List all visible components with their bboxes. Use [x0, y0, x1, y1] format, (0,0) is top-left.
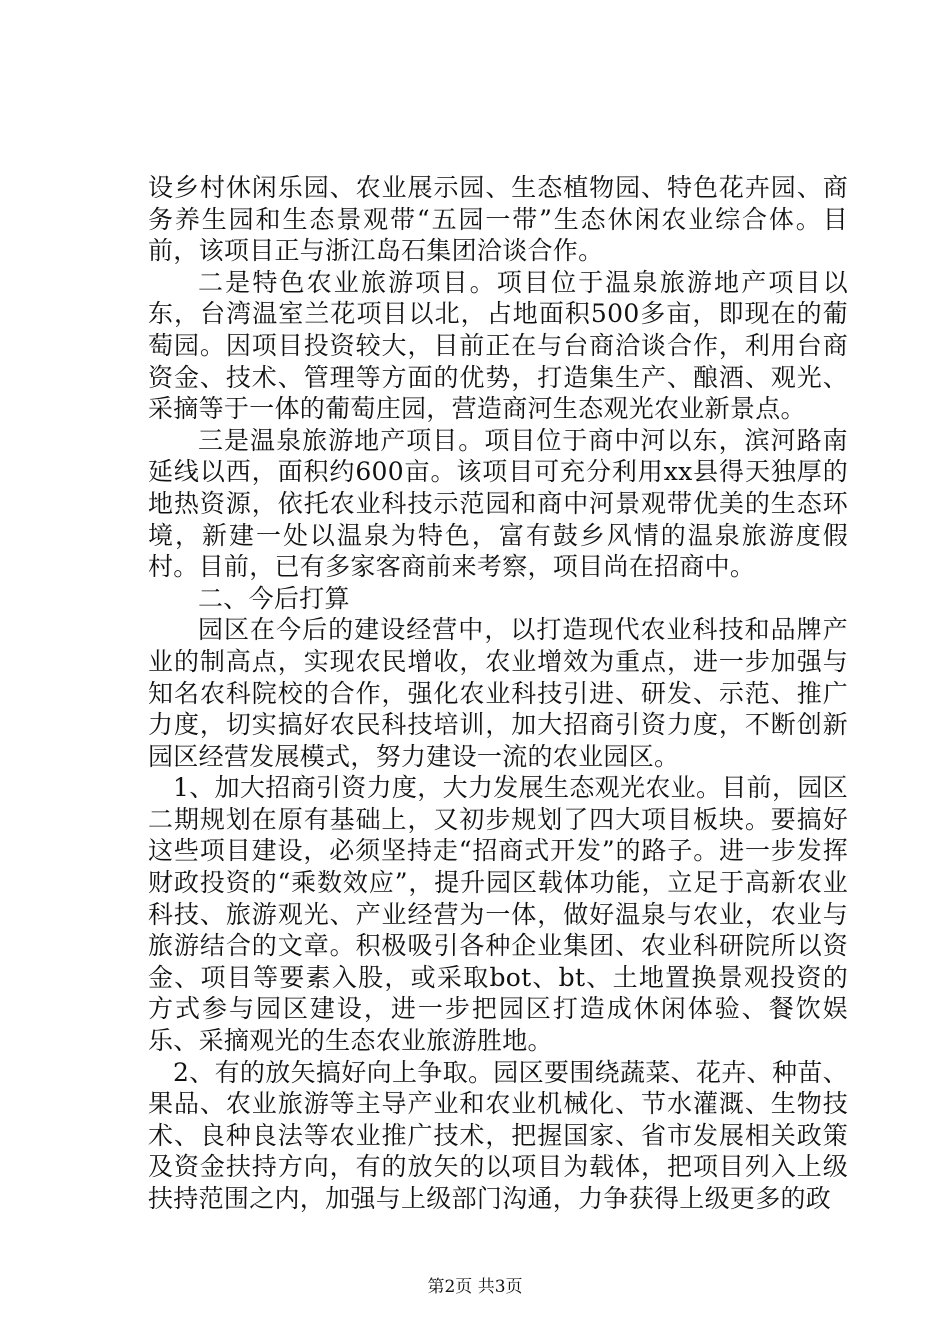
- paragraph-item-2: 2、有的放矢搞好向上争取。园区要围绕蔬菜、花卉、种苗、果品、农业旅游等主导产业和农业机械化、节水灌溉、生物技术、良种良法等农业推广技术，把握国家、省市发展相关政策及资金扶持方向，有的放矢的以项目为载体，把项目列入上级扶持范围之内，加强与上级部门沟通，力争获得上级更多的政: [148, 1057, 848, 1213]
- paragraph-future-overview: 园区在今后的建设经营中，以打造现代农业科技和品牌产业的制高点，实现农民增收，农业增效为重点，进一步加强与知名农科院校的合作，强化农业科技引进、研发、示范、推广力度，切实搞好农民科技培训，加大招商引资力度，不断创新园区经营发展模式，努力建设一流的农业园区。: [148, 615, 848, 771]
- page-number-footer: 第2页 共3页: [427, 1277, 523, 1297]
- section-heading-future-plans: 二、今后打算: [198, 583, 350, 613]
- paragraph-continuation: 设乡村休闲乐园、农业展示园、生态植物园、特色花卉园、商务养生园和生态景观带“五园一带”生态休闲农业综合体。目前，该项目正与浙江岛石集团洽谈合作。: [148, 173, 848, 266]
- document-body: [148, 172, 848, 1215]
- paragraph-item-1: 1、加大招商引资力度，大力发展生态观光农业。目前，园区二期规划在原有基础上，又初步规划了四大项目板块。要搞好这些项目建设，必须坚持走“招商式开发”的路子。进一步发挥财政投资的“乘数效应”，提升园区载体功能，立足于高新农业科技、旅游观光、产业经营为一体，做好温泉与农业，农业与旅游结合的文章。积极吸引各种企业集团、农业科研院所以资金、项目等要素入股，或采取bot、bt、土地置换景观投资的方式参与园区建设，进一步把园区打造成休闲体验、餐饮娱乐、采摘观光的生态农业旅游胜地。: [148, 773, 848, 1056]
- paragraph-grape-project: 二是特色农业旅游项目。项目位于温泉旅游地产项目以东，台湾温室兰花项目以北，占地面积500多亩，即现在的葡萄园。因项目投资较大，目前正在与台商洽谈合作，利用台商资金、技术、管理等方面的优势，打造集生产、酿酒、观光、采摘等于一体的葡萄庄园，营造商河生态观光农业新景点。: [148, 267, 848, 424]
- paragraph-hotspring-project: 三是温泉旅游地产项目。项目位于商中河以东，滨河路南延线以西，面积约600亩。该项目可充分利用xx县得天独厚的地热资源，依托农业科技示范园和商中河景观带优美的生态环境，新建一处以温泉为特色，富有鼓乡风情的温泉旅游度假村。目前，已有多家客商前来考察，项目尚在招商中。: [148, 425, 848, 582]
